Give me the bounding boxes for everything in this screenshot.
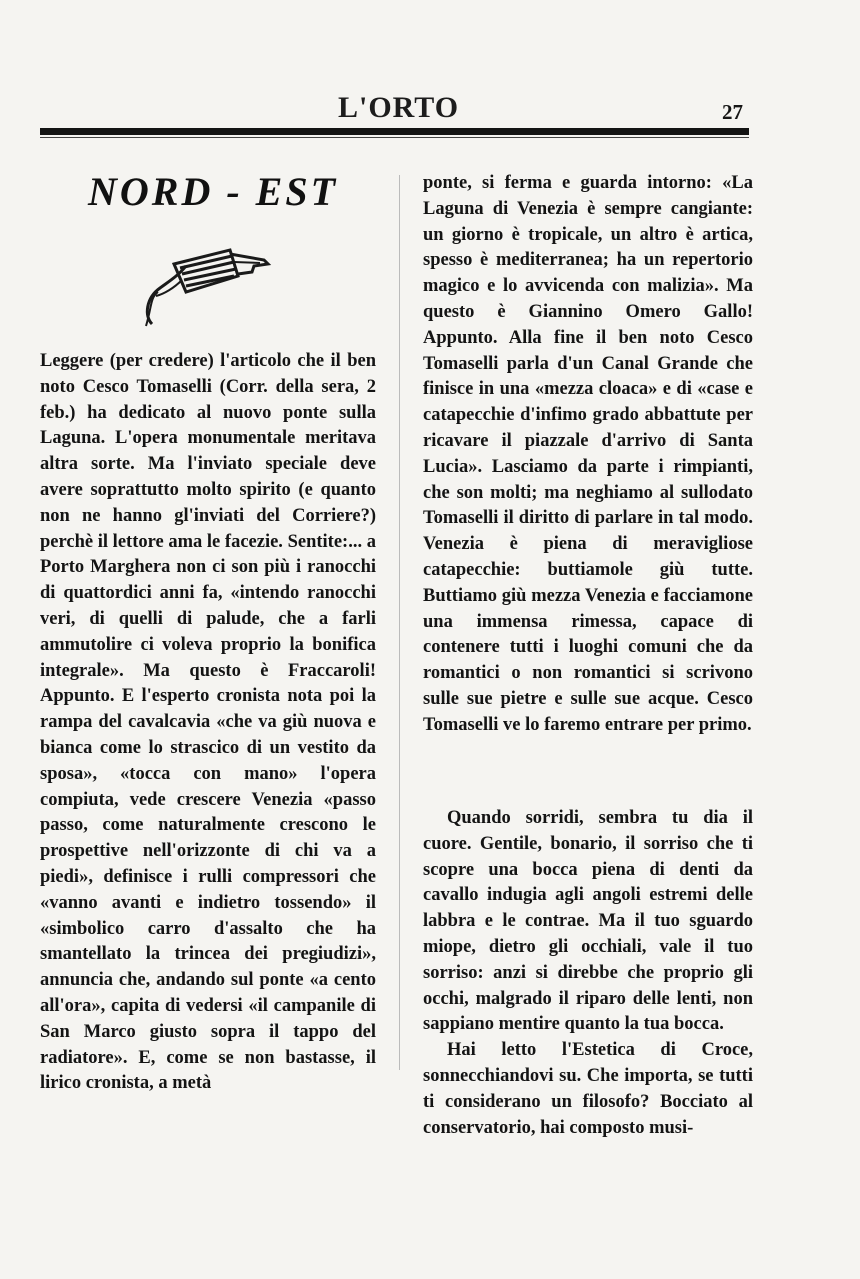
header-rule — [40, 128, 749, 135]
right-column-top — [423, 171, 753, 739]
column-divider — [399, 175, 400, 1070]
header-rule-thin — [40, 137, 749, 138]
hand-pointing-drawing-icon — [134, 236, 274, 330]
article-title: NORD - EST — [88, 169, 339, 214]
article-paragraph-right-top: ponte, si ferma e guarda intorno: «La Laguna di Venezia è sempre cangiante: un giorno è tropicale, un altro è artica, spesso è mediterranea; ha un repertorio magico e lo avvicenda con malizia». Ma questo è Giannino Omero Gallo! Appunto. Alla fine il ben noto Cesco Tomaselli parla d'un Canal Grande che finisce in una «mezza cloaca» e di «case e catapecchie d'infimo grado abbattute per ricavare il piazzale d'arrivo di Santa Lucia». Lasciamo da parte i rimpianti, che son molti; ma neghiamo al sullodato Tomaselli il diritto di parlare in tal modo. Venezia è piena di meravigliose catapecchie: buttiamole giù tutte. Buttiamo giù mezza Venezia e facciamone una immensa rimessa, capace di contenere tutti i luoghi comuni che da romantici o non romantici si scrivono sulle sue pietre e sulle sue acque. Cesco Tomaselli ve lo faremo entrare per primo. — [423, 173, 753, 735]
portrait-paragraph-1: Quando sorridi, sembra tu dia il cuore. Gentile, bonario, il sorriso che ti scopre una bocca piena di denti da cavallo indugia agli angoli estremi delle labbra e le contrae. Ma il tuo sguardo miope, dietro gli occhiali, vale il tuo sorriso: anzi si direbbe che proprio gli occhi, malgrado il riparo delle lenti, non sappiano mentire quanto la tua bocca. — [423, 808, 753, 1035]
page-number: 27 — [722, 100, 743, 124]
portrait-paragraph-2: Hai letto l'Estetica di Croce, sonnecchiandovi su. Che importa, se tutti ti considerano un filosofo? Bocciato al conservatorio, hai composto musi- — [423, 1040, 753, 1138]
article-paragraph-left: Leggere (per credere) l'articolo che il ben noto Cesco Tomaselli (Corr. della sera, 2 feb.) ha dedicato al nuovo ponte sulla Laguna. L'opera monumentale meritava altra sorte. Ma l'inviato speciale deve avere soprattutto molto spirito (e quanto non ne hanno gl'inviati del Corriere?) perchè il lettore ama le facezie. Sentite:... a Porto Marghera non ci son più i ranocchi di quattordici anni fa, «intendo ranocchi veri, di quelli di palude, che a farli ammutolire ci voleva proprio la bonifica integrale». Ma questo è Fraccaroli! Appunto. E l'esperto cronista nota poi la rampa del cavalcavia «che va giù nuova e bianca come lo strascico di un vestito da sposa», «tocca con mano» l'opera compiuta, vede crescere Venezia «passo passo, come naturalmente crescono le prospettive nell'orizzonte di chi va a piedi», definisce i rulli compressori che «vanno avanti e indietro tossendo» il «simbolico carro d'assalto che ha smantellato la trincea dei pregiudizi», annuncia che, andando sul ponte «a cento all'ora», capita di vedersi «il campanile di San Marco giusto sopra il tappo del radiatore». E, come se non bastasse, il lirico cronista, a metà — [40, 351, 376, 1094]
left-column — [40, 349, 376, 1097]
right-column-bottom — [423, 806, 753, 1141]
running-header-title: L'ORTO — [338, 91, 460, 124]
